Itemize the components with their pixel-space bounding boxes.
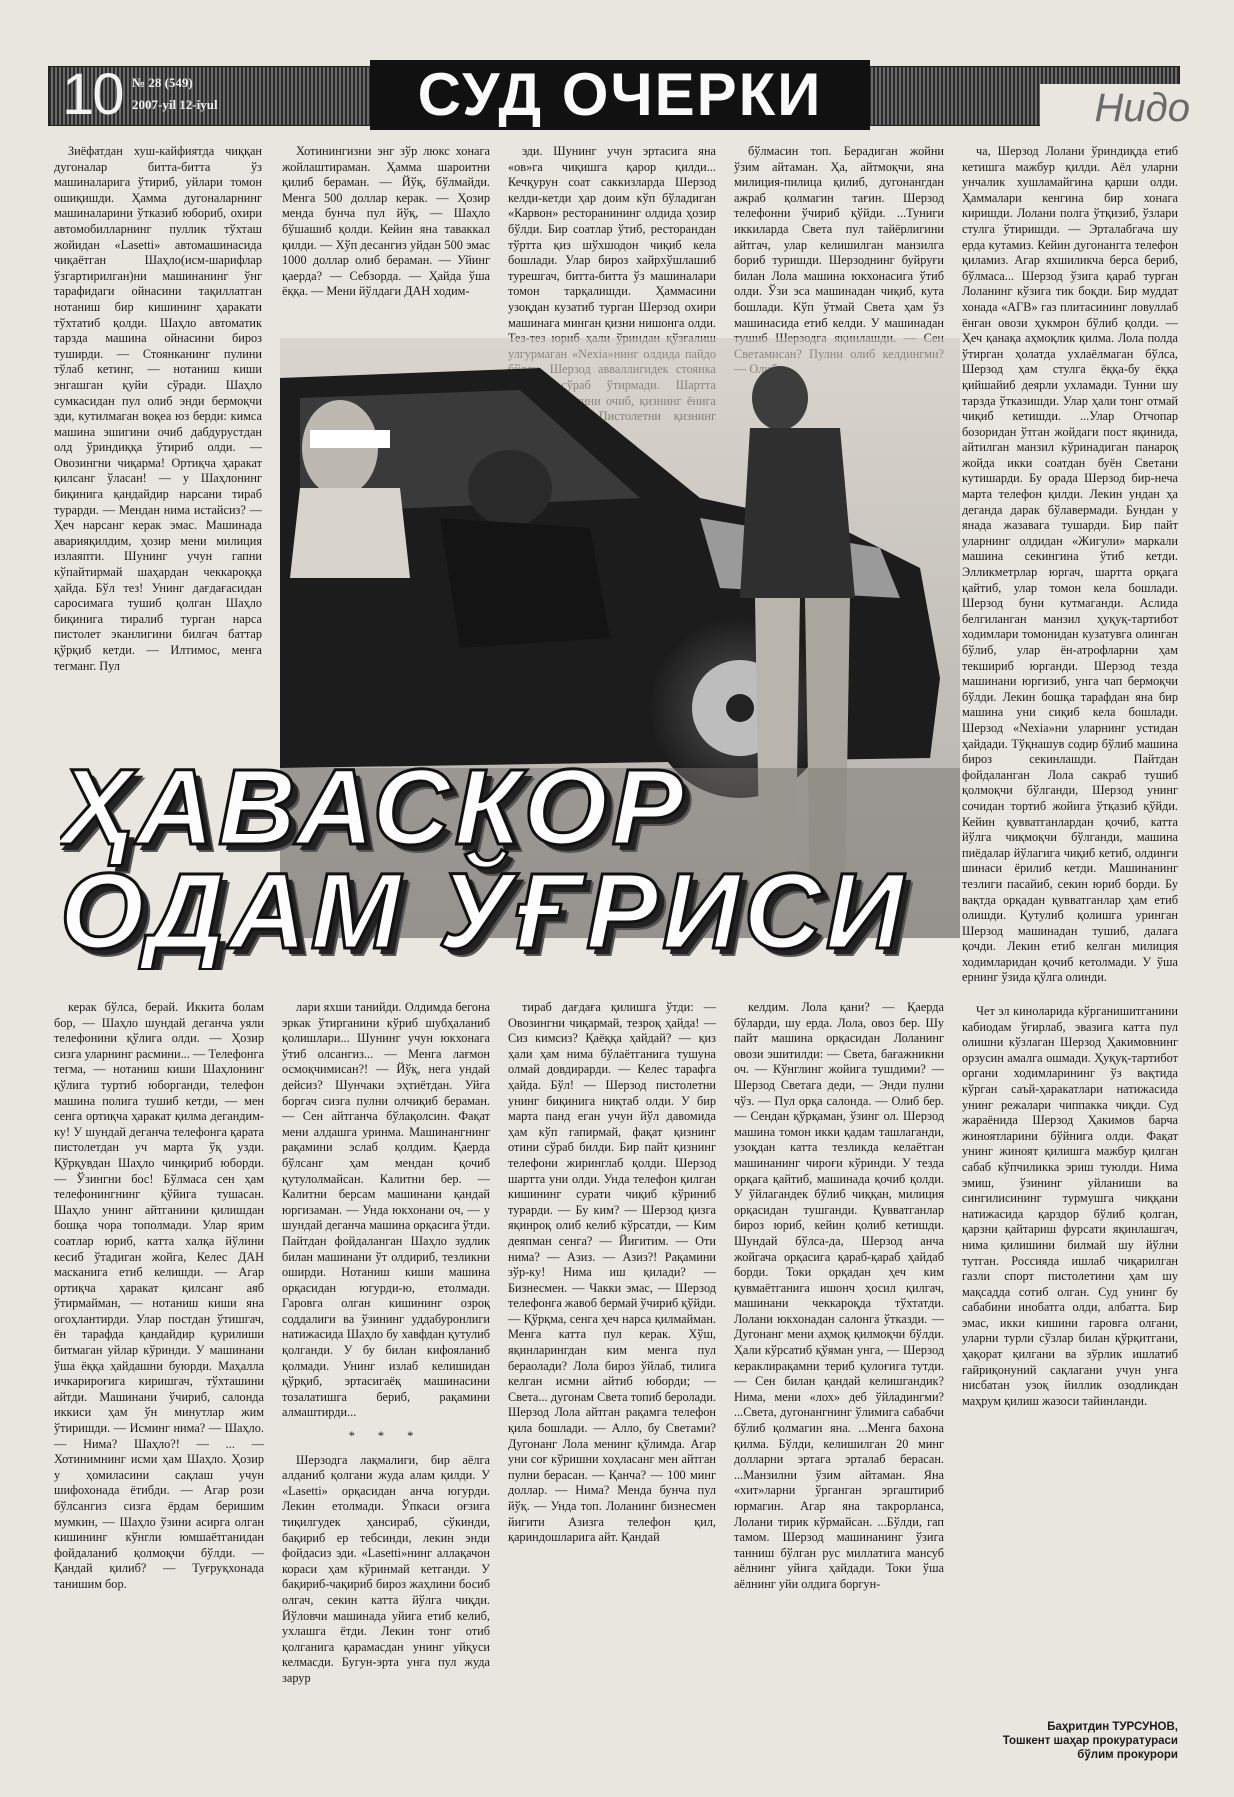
column-bottom-4 (734, 1000, 944, 1790)
article-text: бўлмасин топ. Берадиган жойни ўзим айтаман. Ҳа, айтмоқчи, яна милиция-пилица қилиб, дугонангдан ажраб қолмагин тағин. Шерзод телефонни ўчириб қўйди. ...Туниги иккиларда Света пул тайёрлигини айтгач, улар келишилган манзилга бориб туришди. Шерзоднинг буйруғи билан Лола машина юкхонасига ўтиб олди. Ўзи эса машинадан чиқиб, кута бошлади. Кўп ўтмай Света ҳам ўз машинасида етиб келди. У машинадан (734, 144, 944, 330)
newspaper-logo: Нидо (1040, 84, 1198, 132)
issue-meta (132, 72, 352, 122)
column-top-2 (282, 144, 490, 334)
headline-line-2: ОДАМ ЎҒРИСИ (60, 850, 908, 970)
article-text: Зиёфатдан хуш-кайфиятда чиққан дугоналар битта-битта ўз машиналарига ўтириб, уйлари томон ошиқишди. Ҳамма дугоналарнинг машиналарини ўтказиб юбориб, охири автомобилларнинг пуллик тўхташ жойидан «Lasetti» автомашинасида чиқаётган Шаҳло(исм-шарифлар ўзгартирилган)ни машинанинг ўнг тарафидаги ойнасини тақиллатган нотаниш бир кишининг ҳаракати тўхтатиб қолди. Шаҳло автоматик тарзда машина ойнасини бироз туширди. — Стоянканинг пулини тўлаб кетинг, — нотаниш киши энгашган қуйи сўради. Шаҳло сумкасидан пул олиб энди бермоқчи эди, кутилмаган воқеа юз берди: кимса машина эшигини очиб дабдурустдан олд ўриндиққа ўтириб олди. — Овозингни чиқарма! Ортиқча ҳаракат қилсанг ўласан! — у Шаҳлонинг биқинига қандайдир нарсани тираб турарди. — Мендан нима истайсиз? — Ҳеч нарсанг керак эмас. Машинада аварияқилдим, ҳозир мени милиция излаяпти. Шунинг учун гапни кўпайтирмай шаҳардан чеккароққа ҳайда. Бўл тез! Унинг дағдағасидан саросимага тушиб қолган Шаҳло биқинига тиралиб турган нарса пистолет эканлигини билгач баттар қўрқиб кетди. — Илтимос, менга тегманг. Пул (54, 144, 262, 673)
article-text: керак бўлса, берай. Иккита болам бор, — Шаҳло шундай деганча уяли телефонини қўлига олди. — Ҳозир сизга уларнинг расмини... — Телефонга тегма, — нотаниш киши Шаҳлонинг қўлига туртиб юборганди, телефон машина полига тушиб кетди, — мен сенга ортиқча ҳаракат қилма дегандим-ку! У шундай деганча телефонга қарата пистолетдан уч марта ўқ узди. Қўрқувдан Шаҳло чинқириб юборди. — Ўзингни бос! Бўлмаса сен ҳам телефонингнинг қўйига тушасан. Шаҳло унинг айтганини қилишдан бошқа чора тополмади. Улар ярим соатлар юриб, катта халқа йўлини кесиб ўтадиган жойга, Келес ДАН масканига етиб келишди. — Агар ортиқча ҳаракат қилсанг аяб ўтирмайман, — нотаниш киши яна огоҳлантирди. Улар постдан ўтишгач, ён тарафда қандайдир қурилиши битмаган уйлар кўринди. У машинани ўша ёққа ҳайдашни буюрди. Маҳалла ичкарироғига киришгач, тўхташини айтди. Машинани ўчириб, салонда иккиси ҳам ўн минутлар жим ўтиришди. — Исминг нима? — Шаҳло. — Нима? Шаҳло?! — ... — Хотинимнинг исми ҳам Шаҳло. Ҳозир у ҳомиласини сақлаш учун шифохонада ётибди. — Агар рози бўлсангиз сизга ёрдам беришим мумкин, — Шаҳло ўзини асирга олган кишининг кўнгли юмшаётганидан фойдаланиб қолмоқчи бўлди. — Қандай қилиб? — Туғруқхонада танишим бор. (54, 1000, 264, 1591)
issue-number: № 28 (549) (132, 75, 193, 90)
column-top-5 (962, 144, 1178, 994)
issue-date: 2007-yil 12-iyul (132, 97, 218, 112)
article-text: эди. Шунинг учун эртасига яна «ов»га чиқишга қарор қилди... Кечқурун соат саккизларда Шерзод келди-кетди ҳар доим кўп бўладиган «Карвон» ресторанининг олдида ҳозир бўлди. Бир соатлар ўтиб, ресторандан тўртта қиз шўхшодон чиқиб кела бошлади. Улар бироз хайрхўшлашиб турешгач, битта-биттa ўз машиналари томон тарқалишди. Ҳаммасини узоқдан кузатиб турган Шерзод охири машинага минган қизни нишонга олди. (508, 144, 716, 330)
article-text: Хотинингизни энг зўр люкс хонага жойлаштираман. Ҳамма шароитни қилиб бераман. — Йўқ, бўлмайди. Менга 500 доллар керак. — Ҳозир менда бунча пул йўқ, — Шаҳло бўшашиб қолди. Кейин яна таваккал қилди. — Хўп десангиз уйдан 500 эмас 1000 доллар олиб бераман. — Уйинг қаерда? — Себзорда. — Ҳайда ўша ёққа. — Мени йўлдаги ДАН ходим- (282, 144, 490, 299)
column-bottom-5 (962, 1004, 1178, 1714)
article-text: лари яхши танийди. Олдимда бегона эркак ўтирганини кўриб шубҳаланиб қолишлари... Шунинг учун юкхонага ўтиб олсангиз... — Менга лағмон осмоқчимисан?! — Йўқ, нега ундай дейсиз? Шунчаки эҳтиётдан. Уйга боргач сизга пулни олчиқиб бераман. — Сен айтганча бўлақолсин. Фақат мени алдашга уринма. Машинангнинг рақамини эслаб қолдим. Қаерда бўлсанг ҳам мендан қочиб қутулолмайсан. Калитни бер. — Калитни берсам машинани қандай юргизаман. — Унда юкхонани оч, — у шундай деганча машина орқасига ўтди. Пайтдан фойдаланган Шаҳло зудлик билан машинани ўт олдириб, тезликни оширди. Нотаниш киши машина орқасидан югурди-ю, етолмади. Гаровга олган кишининг озроқ соддалиги ва ўзининг уддабуронлиги натижасида Шаҳло бу хавфдан қутулиб қолганди. У бу билан кифояланиб қолмади. Унинг излаб келишидан қўрқиб, эртасигаёқ машинасини тозалатишга бериб, рақамини алмаштирди... (282, 1000, 490, 1420)
page-number: 10 (62, 62, 123, 127)
section-divider: * * * (348, 1429, 424, 1444)
article-text: тираб дағдаға қилишга ўтди: — Овозингни чиқармай, тезроқ ҳайда! — Сиз кимсиз? Қаёққа ҳайдай? — қиз ҳали ҳам нима бўлаётганига тушуна олмай довдирарди. — Келес тарафга ҳайда. Бўл! — Шерзод пистолетни унинг биқинига ниқтаб олди. У бир марта панд еган учун йўл давомида ҳам кўп гапирмай, фақат қизнинг отини сўраб билди. Бир пайт қизнинг телефони жиринглаб қолди. Шерзод шартта уни олди. Унда телефон қилган кишининг сурати чиқиб кўриниб турарди. — Бу ким? — Шерзод қизга яқинроқ олиб келиб кўрсатди, — Ким деяпман сенга? — Йигитим. — Оти нима? — Азиз. — Азиз?! Рақамини зўр-ку! Нима иш қилади? — Бизнесмен. — Чакки эмас, — Шерзод телефонга жавоб бермай ўчириб қўйди. — Қўрқма, сенга ҳеч нарса қилмайман. Менга катта пул керак. Хўш, яқинларингдан ким менга пул берaолади? Лола бироз ўйлаб, тилига келган исмни айтиб юборди; — Света... дугонам Света топиб беролади. Шерзод Лола айтган рақамга телефон қила бошлади. — Алло, бу Светами? Дугонанг Лола менинг қўлимда. Агар уни соғ кўришни хоҳласанг мен айтган пулни берасан. — Қанча? — 100 минг доллар. — Нима? Менда бунча пул йўқ. — Унда топ. Лоланинг бизнесмен йигити Азизга телефон қил, қариндошларига айт. Қандай (508, 1000, 716, 1545)
article-headline (60, 755, 960, 970)
column-bottom-1 (54, 1000, 264, 1790)
section-title: СУД ОЧЕРКИ (370, 60, 870, 130)
author-signature (960, 1720, 1178, 1782)
article-text: Шерзодга лақмалиги, бир аёлга алданиб қолгани жуда алам қилди. У «Lasetti» орқасидан анча югурди. Лекин етолмади. Ўпкаси оғзига тиқилгудек ҳансираб, сўкинди, бақириб ер тебсинди, лекин энди фойдасиз эди. «Lasetti»нинг аллақачон кораси ҳам кўринмай кетганди. У бақириб-чақириб бироз жаҳлини босиб олгач, секин катта йўлга чиқди. Йўловчи машинада уйига етиб келиб, ухлашга ётди. Лекин тонг отиб қолганига қарамасдан унинг уйқуси келмасди. Бугун-эрта унга пул жуда зарур (282, 1452, 490, 1685)
author-position: бўлим прокурори (1077, 1749, 1178, 1761)
article-text: Чет эл киноларида кўрганишитганини кабиодам ўғирлаб, эвазига катта пул олишни кўзлаган Шерзод Ҳакимовнинг орзусин амалга ошмади. Ҳуқуқ-тартибот органи ходимларининг ўз вақтида кўрган саъй-ҳаракатлари натижасида унинг режалари чиппакка чиқди. Суд жараёнида Шерзод Ҳакимов барча жиноятларини бўйнига олди. Фақат унинг жиноят қилишга мажбур қилган сабаб кўпчиликка эриш туюлди. Нима эмиш, ўзининг уйланиши ва сингилисининг турмушга чиққани натижасида қарздор бўлиб қолган, қарзни қайтариш фурсати яқинлашгач, нима қилишини билмай шу йўлни тутган. Россияда ишлаб чиқарилган газли спорт пистолетини ҳам шу мақсадда сотиб олган. Суд унинг бу сабабини инобатга олди, албатта. Бир эмас, икки кишини гаровга олгани, уларни турли сўзлар билан қўрқитгани, ҳақорат қилгани ва зўрлик ишлатиб ғайриқонуний сақлагани учун унга нисбатан узоқ йиллик озодликдан маҳрум қилиш жазоси тайинланди. (962, 1004, 1178, 1408)
author-organization: Тошкент шаҳар прокуратураси (1002, 1735, 1178, 1747)
column-bottom-3 (508, 1000, 716, 1790)
author-name: Баҳритдин ТУРСУНОВ, (1047, 1721, 1178, 1733)
headline-line-1: ҲАВАСКОР (60, 755, 688, 867)
column-top-1 (54, 144, 262, 734)
article-text: ча, Шерзод Лолани ўриндиқда етиб кетишга мажбур қилди. Аёл уларни унчалик хушламайгина қарши олди. Ҳаммалари кенгина бир хонага киришди. Лолани полга ўтқизиб, ўзлари стулга ўтиришди. — Эрталабгача шу ерда кутамиз. Кейин дугонангга телефон қиламиз. Агар яхшиликча берса бериб, бўлмаса... Шерзод ўзига қараб турган Лоланинг кўзига тик боқди. Бир муддат хонада «АГВ» газ плитасининг ловуллаб ёнган овози ҳукмрон бўлиб қолди. — Ҳеч қанақа аҳмоқлик қилма. Лола полда ўтирган ҳолатда ухлаёлмаган бўлса, Шерзод ҳам стулга ёққа-бу ёққа қийшайиб деярли ухламади. Тунни шу тарзда ўтказишди. Улар ҳали тонг отмай чиқиб кетишди. ...Улар Отчопар бозоридан ўтган жойдаги пост яқинида, айтилган манзил кўринадиган панароқ жойда икки соатдан буён Светани кутишарди. Бу орада Шерзод бир-неча марта телефон қилди. Лекин ундан ҳа деганда дарак бўлавермади. Бундан у янада жазавага тушарди. Бир пайт уларнинг олдидан «Жигули» маркали машина секингина ўтиб кетди. Элликметрлар юргач, шартта орқага қайтиб, улар томон кела бошлади. Шерзод буни кутмаганди. Аслида белгиланган манзил ҳуқуқ-тартибот ходимлари томонидан кузатувга олинган бўлиб, улар ён-атрофларни ҳам текшириб юрганди. Шерзод тезда машинани юргизиб, унга чап бермоқчи бўлди. Лекин бошқа тарафдан яна бир машина уни сиқиб кела бошлади. Шерзод «Nexia»ни уларнинг устидан ҳайдади. Тўқнашув содир бўлиб машина бироз секинлашди. Пайтдан фойдаланган Лола сакраб тушиб қолмоқчи бўлганди, Шерзод унинг сочидан тортиб жойига ўтқазиб қўйди. Кейин қувватганлардан қочиб, катта йўлга чиқмоқчи бўлганди, машина пиёдалар йўлагига чиқиб кетиб, олдинги шинаси ёрилиб кетди. Машинанинг тезлиги пасайиб, секин юриб борди. Бу вақтда орқадан қувватганлар ҳам етиб олишди. Қутулиб қолишга уринган Шерзод машинадан тушиб, далага қочди. Лекин етиб келган милиция ходимларидан қочиб кетолмади. У ўша ернинг ўзида қўлга олинди. (962, 144, 1178, 985)
article-text: келдим. Лола қани? — Қаерда бўларди, шу ерда. Лола, овоз бер. Шу пайт машина орқасидан Лоланинг овози эшитилди: — Света, бағажникни оч. — Кўнглинг жойига тушдими? — Шерзод Светага деди, — Энди пулни чўз. — Пул орқа салонда. — Олиб бер. — Сендан қўрқаман, ўзинг ол. Шерзод машина томон икки қадам ташлаганди, узоқдан катта тезликда келаётган машинанинг чироғи кўринди. У тезда орқага қайтиб, машинада қочиб қолди. У ўйлагандек бўлиб чиққан, милиция орқасидан тушганди. Қувватганлар бироз юриб, кейин қолиб кетишди. Шундай бўлса-да, Шерзод анча жойгача орқасига қараб-қараб ҳайдаб борди. Токи орқадан ҳеч ким қувмаётганига ишонч ҳосил қилгач, машинани чеккароқда тўхтатди. Лолани юкхонадан салонга ўтказди. — Дугонанг мени аҳмоқ қилмоқчи бўлди. Ҳали кўрсатиб қўяман унга, — Шерзод кераклирақамни териб қулоғига тутди. — Сен билан қандай келишгандик? Нима, мени «лох» деб ўйладингми? ...Света, дугонангнинг ўлимига сабабчи бўлиб қолмагин яна. ...Менга бахона қилма. Бўлди, келишилган 20 минг долларни эртага эрталаб берасан. ...Манзилни ўзим айтаман. Яна «хит»ларни ўрганган эргаштириб юрмагин. Агар яна такрорланса, Лолани тирик кўрмайсан. ...Бўлди, гап тамом. Шерзод машинанинг ўзига танниш бўлган рус миллатига мансуб аёлнинг уйига ҳайдади. Токи ўша аёлнинг уйи олдига боргун- (734, 1000, 944, 1591)
column-bottom-2 (282, 1000, 490, 1790)
